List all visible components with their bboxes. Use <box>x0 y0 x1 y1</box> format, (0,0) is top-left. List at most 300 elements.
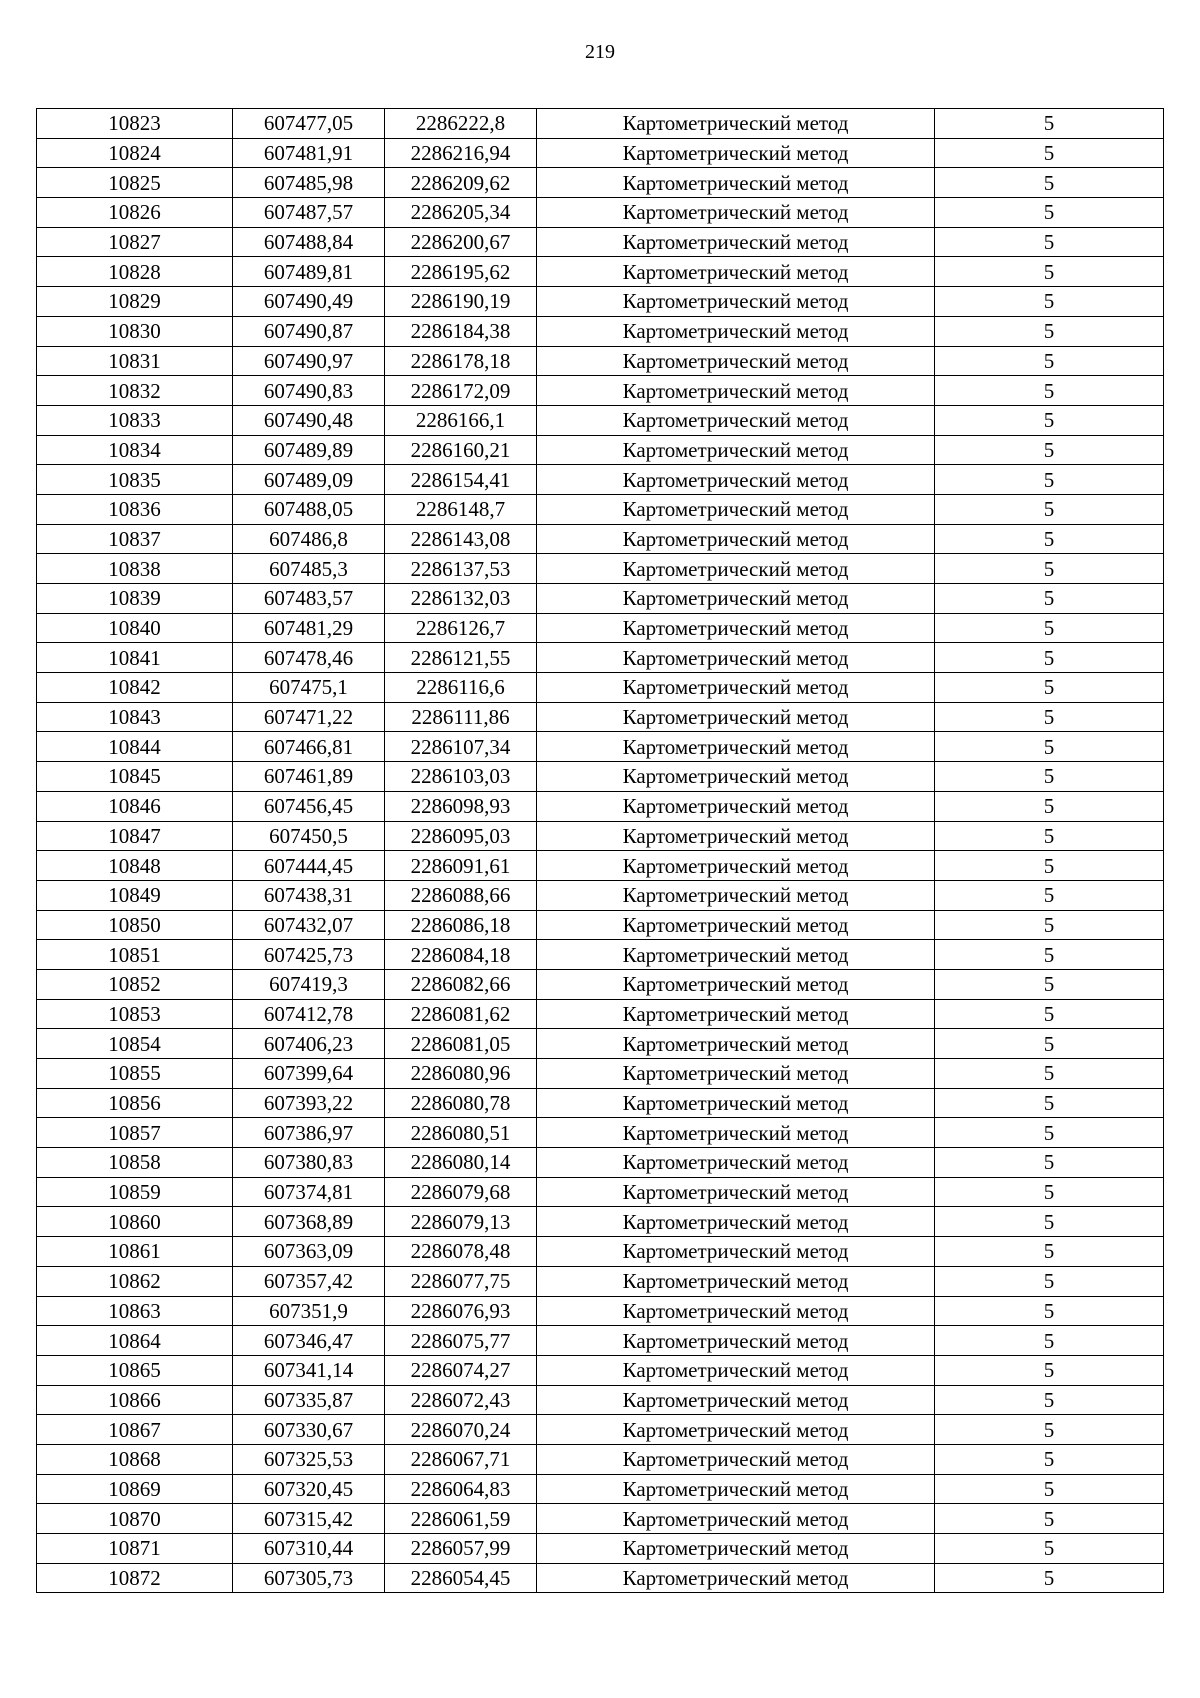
table-row <box>37 198 1164 228</box>
y-coordinate-cell: 2286061,59 <box>385 1504 537 1534</box>
table-row <box>37 910 1164 940</box>
y-coordinate-cell: 2286166,1 <box>385 405 537 435</box>
x-coordinate-cell: 607489,09 <box>233 465 385 495</box>
y-coordinate-cell: 2286160,21 <box>385 435 537 465</box>
method-cell: Картометрический метод <box>537 940 935 970</box>
method-cell: Картометрический метод <box>537 673 935 703</box>
method-cell: Картометрический метод <box>537 257 935 287</box>
x-coordinate-cell: 607490,49 <box>233 287 385 317</box>
point-number-cell: 10863 <box>37 1296 233 1326</box>
table-row <box>37 257 1164 287</box>
x-coordinate-cell: 607471,22 <box>233 702 385 732</box>
x-coordinate-cell: 607368,89 <box>233 1207 385 1237</box>
method-cell: Картометрический метод <box>537 554 935 584</box>
accuracy-cell: 5 <box>935 1088 1164 1118</box>
point-number-cell: 10862 <box>37 1266 233 1296</box>
table-row <box>37 1177 1164 1207</box>
x-coordinate-cell: 607486,8 <box>233 524 385 554</box>
x-coordinate-cell: 607488,84 <box>233 227 385 257</box>
point-number-cell: 10840 <box>37 613 233 643</box>
y-coordinate-cell: 2286072,43 <box>385 1385 537 1415</box>
accuracy-cell: 5 <box>935 1266 1164 1296</box>
accuracy-cell: 5 <box>935 1326 1164 1356</box>
accuracy-cell: 5 <box>935 732 1164 762</box>
point-number-cell: 10831 <box>37 346 233 376</box>
accuracy-cell: 5 <box>935 346 1164 376</box>
y-coordinate-cell: 2286067,71 <box>385 1444 537 1474</box>
point-number-cell: 10867 <box>37 1415 233 1445</box>
y-coordinate-cell: 2286082,66 <box>385 969 537 999</box>
accuracy-cell: 5 <box>935 821 1164 851</box>
point-number-cell: 10839 <box>37 584 233 614</box>
method-cell: Картометрический метод <box>537 732 935 762</box>
page-number: 219 <box>585 41 615 63</box>
x-coordinate-cell: 607488,05 <box>233 494 385 524</box>
y-coordinate-cell: 2286190,19 <box>385 287 537 317</box>
table-row <box>37 999 1164 1029</box>
x-coordinate-cell: 607481,91 <box>233 138 385 168</box>
table-row <box>37 1563 1164 1593</box>
x-coordinate-cell: 607419,3 <box>233 969 385 999</box>
y-coordinate-cell: 2286080,14 <box>385 1148 537 1178</box>
point-number-cell: 10841 <box>37 643 233 673</box>
point-number-cell: 10850 <box>37 910 233 940</box>
y-coordinate-cell: 2286081,62 <box>385 999 537 1029</box>
y-coordinate-cell: 2286080,96 <box>385 1059 537 1089</box>
accuracy-cell: 5 <box>935 554 1164 584</box>
point-number-cell: 10824 <box>37 138 233 168</box>
y-coordinate-cell: 2286132,03 <box>385 584 537 614</box>
table-row <box>37 554 1164 584</box>
accuracy-cell: 5 <box>935 643 1164 673</box>
y-coordinate-cell: 2286200,67 <box>385 227 537 257</box>
table-row <box>37 1534 1164 1564</box>
point-number-cell: 10872 <box>37 1563 233 1593</box>
y-coordinate-cell: 2286098,93 <box>385 791 537 821</box>
y-coordinate-cell: 2286054,45 <box>385 1563 537 1593</box>
accuracy-cell: 5 <box>935 1355 1164 1385</box>
method-cell: Картометрический метод <box>537 1177 935 1207</box>
table-row <box>37 109 1164 139</box>
table-row <box>37 1237 1164 1267</box>
table-row <box>37 1415 1164 1445</box>
x-coordinate-cell: 607363,09 <box>233 1237 385 1267</box>
table-row <box>37 1474 1164 1504</box>
y-coordinate-cell: 2286088,66 <box>385 880 537 910</box>
point-number-cell: 10857 <box>37 1118 233 1148</box>
accuracy-cell: 5 <box>935 494 1164 524</box>
y-coordinate-cell: 2286078,48 <box>385 1237 537 1267</box>
x-coordinate-cell: 607478,46 <box>233 643 385 673</box>
x-coordinate-cell: 607450,5 <box>233 821 385 851</box>
table-row <box>37 584 1164 614</box>
table-row <box>37 1444 1164 1474</box>
accuracy-cell: 5 <box>935 851 1164 881</box>
table-row <box>37 791 1164 821</box>
point-number-cell: 10838 <box>37 554 233 584</box>
method-cell: Картометрический метод <box>537 851 935 881</box>
y-coordinate-cell: 2286086,18 <box>385 910 537 940</box>
y-coordinate-cell: 2286081,05 <box>385 1029 537 1059</box>
x-coordinate-cell: 607406,23 <box>233 1029 385 1059</box>
accuracy-cell: 5 <box>935 257 1164 287</box>
x-coordinate-cell: 607487,57 <box>233 198 385 228</box>
point-number-cell: 10830 <box>37 316 233 346</box>
table-row <box>37 880 1164 910</box>
y-coordinate-cell: 2286111,86 <box>385 702 537 732</box>
y-coordinate-cell: 2286070,24 <box>385 1415 537 1445</box>
table-row <box>37 1118 1164 1148</box>
accuracy-cell: 5 <box>935 880 1164 910</box>
accuracy-cell: 5 <box>935 168 1164 198</box>
x-coordinate-cell: 607346,47 <box>233 1326 385 1356</box>
point-number-cell: 10861 <box>37 1237 233 1267</box>
y-coordinate-cell: 2286080,78 <box>385 1088 537 1118</box>
table-row <box>37 1355 1164 1385</box>
table-row <box>37 1088 1164 1118</box>
table-row <box>37 1207 1164 1237</box>
method-cell: Картометрический метод <box>537 643 935 673</box>
method-cell: Картометрический метод <box>537 1059 935 1089</box>
method-cell: Картометрический метод <box>537 1444 935 1474</box>
method-cell: Картометрический метод <box>537 1385 935 1415</box>
method-cell: Картометрический метод <box>537 821 935 851</box>
table-row <box>37 1504 1164 1534</box>
x-coordinate-cell: 607315,42 <box>233 1504 385 1534</box>
method-cell: Картометрический метод <box>537 1355 935 1385</box>
accuracy-cell: 5 <box>935 1385 1164 1415</box>
x-coordinate-cell: 607357,42 <box>233 1266 385 1296</box>
accuracy-cell: 5 <box>935 910 1164 940</box>
accuracy-cell: 5 <box>935 1444 1164 1474</box>
x-coordinate-cell: 607374,81 <box>233 1177 385 1207</box>
accuracy-cell: 5 <box>935 999 1164 1029</box>
method-cell: Картометрический метод <box>537 1148 935 1178</box>
table-row <box>37 1326 1164 1356</box>
method-cell: Картометрический метод <box>537 1029 935 1059</box>
point-number-cell: 10836 <box>37 494 233 524</box>
method-cell: Картометрический метод <box>537 1563 935 1593</box>
accuracy-cell: 5 <box>935 405 1164 435</box>
table-row <box>37 465 1164 495</box>
point-number-cell: 10847 <box>37 821 233 851</box>
y-coordinate-cell: 2286121,55 <box>385 643 537 673</box>
y-coordinate-cell: 2286057,99 <box>385 1534 537 1564</box>
table-row <box>37 969 1164 999</box>
x-coordinate-cell: 607475,1 <box>233 673 385 703</box>
x-coordinate-cell: 607483,57 <box>233 584 385 614</box>
y-coordinate-cell: 2286222,8 <box>385 109 537 139</box>
x-coordinate-cell: 607456,45 <box>233 791 385 821</box>
y-coordinate-cell: 2286076,93 <box>385 1296 537 1326</box>
x-coordinate-cell: 607399,64 <box>233 1059 385 1089</box>
x-coordinate-cell: 607481,29 <box>233 613 385 643</box>
accuracy-cell: 5 <box>935 1148 1164 1178</box>
x-coordinate-cell: 607444,45 <box>233 851 385 881</box>
point-number-cell: 10826 <box>37 198 233 228</box>
x-coordinate-cell: 607351,9 <box>233 1296 385 1326</box>
point-number-cell: 10828 <box>37 257 233 287</box>
x-coordinate-cell: 607477,05 <box>233 109 385 139</box>
method-cell: Картометрический метод <box>537 465 935 495</box>
table-row <box>37 524 1164 554</box>
accuracy-cell: 5 <box>935 465 1164 495</box>
method-cell: Картометрический метод <box>537 999 935 1029</box>
point-number-cell: 10837 <box>37 524 233 554</box>
accuracy-cell: 5 <box>935 791 1164 821</box>
point-number-cell: 10870 <box>37 1504 233 1534</box>
point-number-cell: 10852 <box>37 969 233 999</box>
table-row <box>37 1059 1164 1089</box>
point-number-cell: 10843 <box>37 702 233 732</box>
y-coordinate-cell: 2286216,94 <box>385 138 537 168</box>
point-number-cell: 10833 <box>37 405 233 435</box>
y-coordinate-cell: 2286075,77 <box>385 1326 537 1356</box>
point-number-cell: 10860 <box>37 1207 233 1237</box>
table-row <box>37 613 1164 643</box>
method-cell: Картометрический метод <box>537 524 935 554</box>
point-number-cell: 10829 <box>37 287 233 317</box>
point-number-cell: 10846 <box>37 791 233 821</box>
y-coordinate-cell: 2286107,34 <box>385 732 537 762</box>
point-number-cell: 10865 <box>37 1355 233 1385</box>
method-cell: Картометрический метод <box>537 1088 935 1118</box>
y-coordinate-cell: 2286184,38 <box>385 316 537 346</box>
method-cell: Картометрический метод <box>537 435 935 465</box>
accuracy-cell: 5 <box>935 1474 1164 1504</box>
method-cell: Картометрический метод <box>537 762 935 792</box>
table-row <box>37 732 1164 762</box>
x-coordinate-cell: 607380,83 <box>233 1148 385 1178</box>
point-number-cell: 10859 <box>37 1177 233 1207</box>
table-row <box>37 940 1164 970</box>
y-coordinate-cell: 2286148,7 <box>385 494 537 524</box>
point-number-cell: 10871 <box>37 1534 233 1564</box>
x-coordinate-cell: 607489,89 <box>233 435 385 465</box>
y-coordinate-cell: 2286154,41 <box>385 465 537 495</box>
x-coordinate-cell: 607325,53 <box>233 1444 385 1474</box>
x-coordinate-cell: 607490,48 <box>233 405 385 435</box>
point-number-cell: 10869 <box>37 1474 233 1504</box>
accuracy-cell: 5 <box>935 435 1164 465</box>
method-cell: Картометрический метод <box>537 613 935 643</box>
point-number-cell: 10864 <box>37 1326 233 1356</box>
point-number-cell: 10834 <box>37 435 233 465</box>
method-cell: Картометрический метод <box>537 880 935 910</box>
x-coordinate-cell: 607305,73 <box>233 1563 385 1593</box>
method-cell: Картометрический метод <box>537 316 935 346</box>
x-coordinate-cell: 607412,78 <box>233 999 385 1029</box>
accuracy-cell: 5 <box>935 613 1164 643</box>
table-row <box>37 643 1164 673</box>
y-coordinate-cell: 2286126,7 <box>385 613 537 643</box>
x-coordinate-cell: 607425,73 <box>233 940 385 970</box>
table-row <box>37 376 1164 406</box>
point-number-cell: 10866 <box>37 1385 233 1415</box>
point-number-cell: 10825 <box>37 168 233 198</box>
x-coordinate-cell: 607438,31 <box>233 880 385 910</box>
point-number-cell: 10853 <box>37 999 233 1029</box>
accuracy-cell: 5 <box>935 584 1164 614</box>
accuracy-cell: 5 <box>935 1177 1164 1207</box>
point-number-cell: 10855 <box>37 1059 233 1089</box>
x-coordinate-cell: 607490,97 <box>233 346 385 376</box>
y-coordinate-cell: 2286116,6 <box>385 673 537 703</box>
point-number-cell: 10832 <box>37 376 233 406</box>
table-row <box>37 138 1164 168</box>
method-cell: Картометрический метод <box>537 376 935 406</box>
y-coordinate-cell: 2286205,34 <box>385 198 537 228</box>
y-coordinate-cell: 2286095,03 <box>385 821 537 851</box>
x-coordinate-cell: 607485,98 <box>233 168 385 198</box>
x-coordinate-cell: 607485,3 <box>233 554 385 584</box>
accuracy-cell: 5 <box>935 673 1164 703</box>
point-number-cell: 10845 <box>37 762 233 792</box>
point-number-cell: 10849 <box>37 880 233 910</box>
table-row <box>37 1029 1164 1059</box>
method-cell: Картометрический метод <box>537 168 935 198</box>
y-coordinate-cell: 2286172,09 <box>385 376 537 406</box>
point-number-cell: 10823 <box>37 109 233 139</box>
accuracy-cell: 5 <box>935 1029 1164 1059</box>
x-coordinate-cell: 607310,44 <box>233 1534 385 1564</box>
accuracy-cell: 5 <box>935 198 1164 228</box>
y-coordinate-cell: 2286143,08 <box>385 524 537 554</box>
accuracy-cell: 5 <box>935 1296 1164 1326</box>
point-number-cell: 10851 <box>37 940 233 970</box>
table-row <box>37 494 1164 524</box>
method-cell: Картометрический метод <box>537 405 935 435</box>
coordinates-table-body <box>37 109 1164 1593</box>
table-row <box>37 851 1164 881</box>
table-row <box>37 435 1164 465</box>
method-cell: Картометрический метод <box>537 1504 935 1534</box>
method-cell: Картометрический метод <box>537 791 935 821</box>
point-number-cell: 10844 <box>37 732 233 762</box>
accuracy-cell: 5 <box>935 969 1164 999</box>
method-cell: Картометрический метод <box>537 1415 935 1445</box>
point-number-cell: 10858 <box>37 1148 233 1178</box>
x-coordinate-cell: 607489,81 <box>233 257 385 287</box>
table-row <box>37 346 1164 376</box>
y-coordinate-cell: 2286103,03 <box>385 762 537 792</box>
point-number-cell: 10842 <box>37 673 233 703</box>
table-row <box>37 227 1164 257</box>
x-coordinate-cell: 607466,81 <box>233 732 385 762</box>
x-coordinate-cell: 607341,14 <box>233 1355 385 1385</box>
table-row <box>37 673 1164 703</box>
table-row <box>37 702 1164 732</box>
table-row <box>37 405 1164 435</box>
x-coordinate-cell: 607386,97 <box>233 1118 385 1148</box>
y-coordinate-cell: 2286084,18 <box>385 940 537 970</box>
accuracy-cell: 5 <box>935 109 1164 139</box>
method-cell: Картометрический метод <box>537 1326 935 1356</box>
y-coordinate-cell: 2286178,18 <box>385 346 537 376</box>
table-row <box>37 1296 1164 1326</box>
table-row <box>37 1266 1164 1296</box>
accuracy-cell: 5 <box>935 1118 1164 1148</box>
table-row <box>37 1385 1164 1415</box>
method-cell: Картометрический метод <box>537 1534 935 1564</box>
accuracy-cell: 5 <box>935 762 1164 792</box>
accuracy-cell: 5 <box>935 1534 1164 1564</box>
method-cell: Картометрический метод <box>537 287 935 317</box>
method-cell: Картометрический метод <box>537 1296 935 1326</box>
table-row <box>37 762 1164 792</box>
y-coordinate-cell: 2286064,83 <box>385 1474 537 1504</box>
table-row <box>37 821 1164 851</box>
method-cell: Картометрический метод <box>537 969 935 999</box>
y-coordinate-cell: 2286091,61 <box>385 851 537 881</box>
accuracy-cell: 5 <box>935 138 1164 168</box>
coordinates-table <box>36 108 1164 1593</box>
accuracy-cell: 5 <box>935 316 1164 346</box>
y-coordinate-cell: 2286195,62 <box>385 257 537 287</box>
method-cell: Картометрический метод <box>537 584 935 614</box>
y-coordinate-cell: 2286209,62 <box>385 168 537 198</box>
y-coordinate-cell: 2286079,68 <box>385 1177 537 1207</box>
y-coordinate-cell: 2286077,75 <box>385 1266 537 1296</box>
method-cell: Картометрический метод <box>537 346 935 376</box>
point-number-cell: 10856 <box>37 1088 233 1118</box>
accuracy-cell: 5 <box>935 1059 1164 1089</box>
method-cell: Картометрический метод <box>537 1207 935 1237</box>
x-coordinate-cell: 607490,83 <box>233 376 385 406</box>
accuracy-cell: 5 <box>935 702 1164 732</box>
x-coordinate-cell: 607320,45 <box>233 1474 385 1504</box>
y-coordinate-cell: 2286074,27 <box>385 1355 537 1385</box>
point-number-cell: 10835 <box>37 465 233 495</box>
accuracy-cell: 5 <box>935 376 1164 406</box>
point-number-cell: 10854 <box>37 1029 233 1059</box>
method-cell: Картометрический метод <box>537 1474 935 1504</box>
accuracy-cell: 5 <box>935 287 1164 317</box>
x-coordinate-cell: 607393,22 <box>233 1088 385 1118</box>
table-row <box>37 168 1164 198</box>
x-coordinate-cell: 607330,67 <box>233 1415 385 1445</box>
method-cell: Картометрический метод <box>537 1237 935 1267</box>
point-number-cell: 10848 <box>37 851 233 881</box>
table-row <box>37 287 1164 317</box>
x-coordinate-cell: 607490,87 <box>233 316 385 346</box>
accuracy-cell: 5 <box>935 1237 1164 1267</box>
accuracy-cell: 5 <box>935 524 1164 554</box>
accuracy-cell: 5 <box>935 1415 1164 1445</box>
accuracy-cell: 5 <box>935 1563 1164 1593</box>
x-coordinate-cell: 607461,89 <box>233 762 385 792</box>
accuracy-cell: 5 <box>935 1504 1164 1534</box>
method-cell: Картометрический метод <box>537 494 935 524</box>
method-cell: Картометрический метод <box>537 109 935 139</box>
method-cell: Картометрический метод <box>537 227 935 257</box>
x-coordinate-cell: 607432,07 <box>233 910 385 940</box>
point-number-cell: 10827 <box>37 227 233 257</box>
method-cell: Картометрический метод <box>537 910 935 940</box>
method-cell: Картометрический метод <box>537 702 935 732</box>
method-cell: Картометрический метод <box>537 1266 935 1296</box>
accuracy-cell: 5 <box>935 1207 1164 1237</box>
x-coordinate-cell: 607335,87 <box>233 1385 385 1415</box>
y-coordinate-cell: 2286080,51 <box>385 1118 537 1148</box>
method-cell: Картометрический метод <box>537 138 935 168</box>
method-cell: Картометрический метод <box>537 1118 935 1148</box>
y-coordinate-cell: 2286137,53 <box>385 554 537 584</box>
point-number-cell: 10868 <box>37 1444 233 1474</box>
table-row <box>37 316 1164 346</box>
y-coordinate-cell: 2286079,13 <box>385 1207 537 1237</box>
accuracy-cell: 5 <box>935 227 1164 257</box>
